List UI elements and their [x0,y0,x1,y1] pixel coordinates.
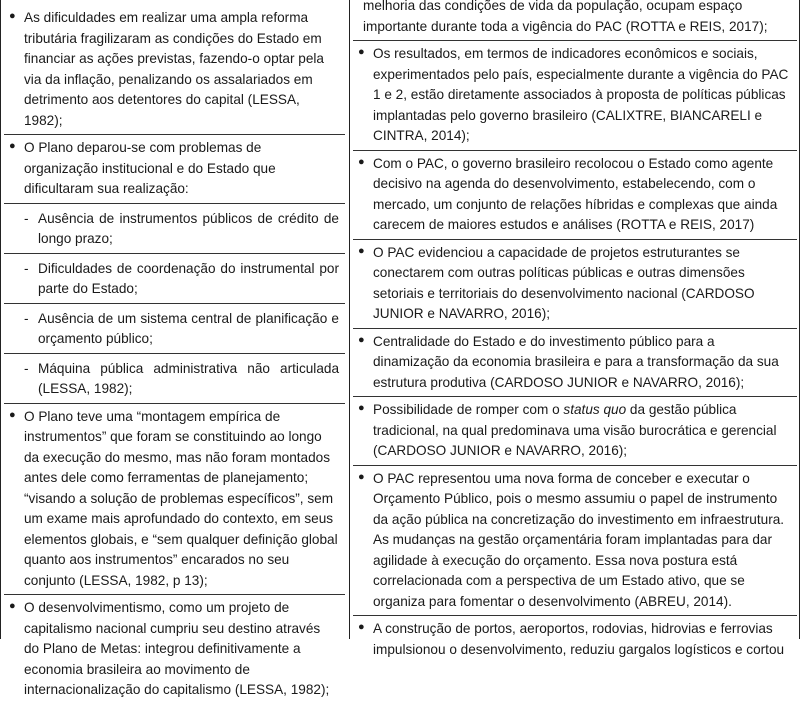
bullet-icon: ● [9,140,16,152]
list-item [353,41,797,151]
bullet-icon: ● [358,333,365,346]
sub-item: - Ausência de um sistema central de planificação e orçamento público; [24,310,339,346]
list-item [353,329,797,398]
list-item [4,0,345,135]
bullet-icon: ● [9,10,16,22]
item-text: O Plano teve uma “montagem empírica de instrumentos” que foram se constituindo ao longo da execução do mesmo, mas não foram montados antes dele como ferramentas de planejamento; “visando a solução de problemas específicos”, sem um exame mais aprofundado do contexto, em seus elementos globais, e “sem qualquer definição global quanto aos instrumentos” encarados no seu conjunto (LESSA, 1982, p 13); [24,408,338,588]
dash-icon: - [24,360,29,376]
sub-item: - Máquina pública administrativa não articulada (LESSA, 1982); [24,360,339,396]
list-item [4,254,345,304]
dash-icon: - [24,310,29,326]
list-item [4,354,345,404]
item-text: Os resultados, em termos de indicadores econômicos e sociais, experimentados pelo país, especialmente durante a vigência do PAC 1 e 2, estão diretamente associados à proposta de políticas públicas implantadas pelo governo brasileiro (CALIXTRE, BIANCARELI e CINTRA, 2014); [373,46,789,143]
bullet-icon: ● [9,600,16,612]
bullet-icon: ● [358,155,365,168]
sub-item: - Dificuldades de coordenação do instrumental por parte do Estado; [24,260,339,296]
left-column [4,0,345,697]
bullet-icon: ● [358,244,365,257]
list-item [4,304,345,354]
item-text: Com o PAC, o governo brasileiro recolocou o Estado como agente decisivo na agenda do desenvolvimento, estabelecendo, com o mercado, um conjunto de relações híbridas e complexas que ainda carecem de maiores estudos e análises (ROTTA e REIS, 2017) [373,155,778,232]
bullet-icon: ● [358,46,365,58]
right-column [353,0,797,657]
list-item [4,404,345,596]
item-text: As dificuldades em realizar uma ampla reforma tributária fragilizaram as condições do Estado em financiar as ações previstas, fazendo-o optar pela via da inflação, penalizando os assalariados em detrimento aos detentores do capital (LESSA, 1982); [24,10,324,128]
item-text: melhoria das condições de vida da população, ocupam espaço importante durante toda a vigência do PAC (ROTTA e REIS, 2017); [363,0,768,34]
list-item [4,204,345,254]
item-text: O desenvolvimentismo, como um projeto de capitalismo nacional cumpriu seu destino através do Plano de Metas: integrou definitivamente a economia brasileira ao movimento de internacionalização do capitalismo (LESSA, 1982); [24,600,330,697]
bullet-icon: ● [9,408,16,421]
item-text-italic: status quo [563,402,627,417]
list-item [353,240,797,329]
list-item [353,397,797,466]
list-item [353,151,797,240]
bullet-icon: ● [358,402,365,414]
item-text-after: da gestão pública tradicional, na qual predominava uma visão burocrática e gerencial (CARDOSO JUNIOR e NAVARRO, 2016); [373,402,777,458]
list-item [353,466,797,617]
list-item [4,135,345,204]
bullet-icon: ● [358,621,365,633]
item-text: Centralidade do Estado e do investimento público para a dinamização da economia brasileira e para a transformação da sua estrutura produtiva (CARDOSO JUNIOR e NAVARRO, 2016); [373,333,779,390]
list-item [4,595,345,704]
item-text: O PAC representou uma nova forma de conceber e executar o Orçamento Público, pois o mesmo assumiu o papel de instrumento da ação pública na concretização do investimento em infraestrutura. As mudanças na gestão orçamentária foram implantadas para dar agilidade à execução do orçamento. Essa nova postura está correlacionada com a perspectiva de um Estado ativo, que se organiza para fomentar o desenvolvimento (ABREU, 2014). [373,470,785,609]
item-text: O Plano deparou-se com problemas de organização institucional e do Estado que dificultaram sua realização: [24,140,276,196]
bullet-icon: ● [358,470,365,483]
list-item [353,616,797,663]
item-text: A construção de portos, aeroportos, rodovias, hidrovias e ferrovias impulsionou o desenvolvimento, reduziu gargalos logísticos e cortou [373,621,785,657]
sub-item: - Ausência de instrumentos públicos de crédito de longo prazo; [24,210,339,246]
dash-icon: - [24,260,29,276]
item-text-before: Possibilidade de romper com o [373,402,564,417]
list-item-continued [353,0,797,41]
item-text: O PAC evidenciou a capacidade de projetos estruturantes se conectarem com outras políticas públicas e outras dimensões setoriais e territoriais do desenvolvimento nacional (CARDOSO JUNIOR e NAVARRO, 2016); [373,244,755,321]
column-divider [349,0,350,639]
dash-icon: - [24,210,29,226]
